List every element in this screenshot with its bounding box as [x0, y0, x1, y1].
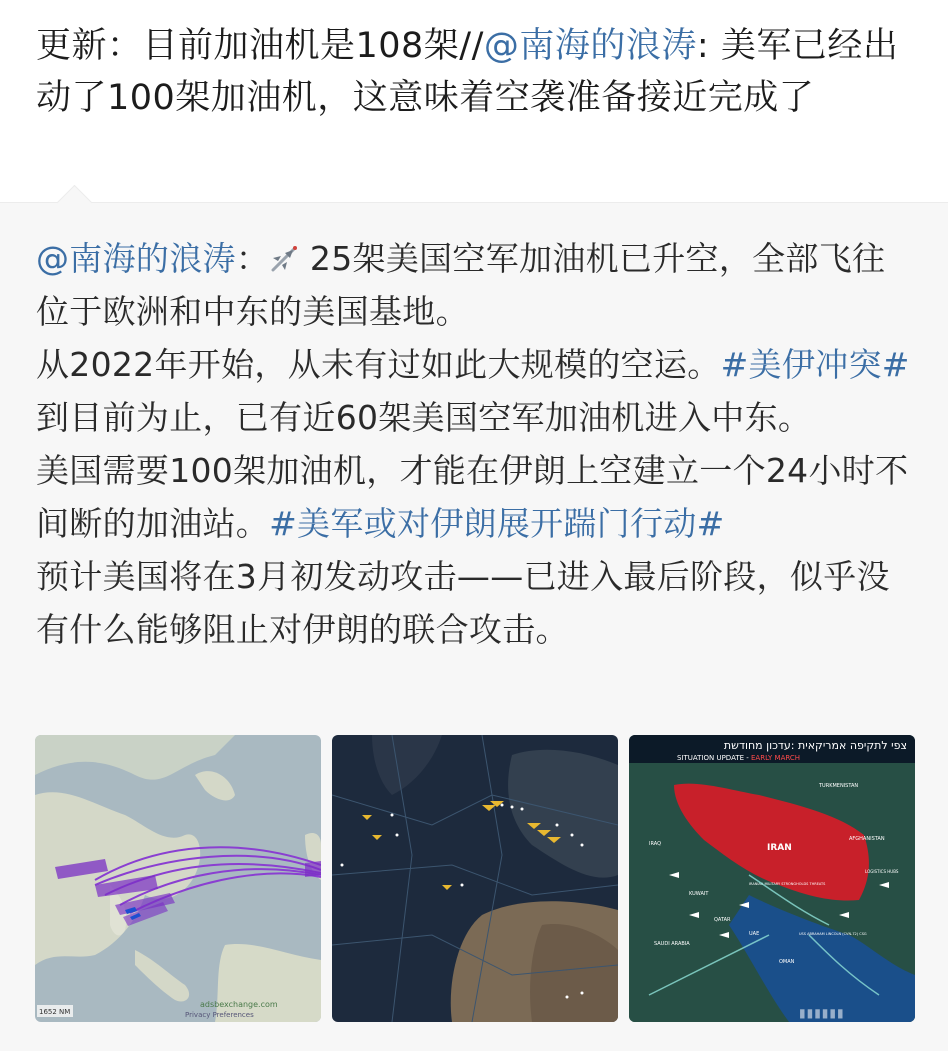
quoted-post-text: [36, 232, 916, 656]
map-header: צפי לתקיפה אמריקאית :עדכון מחודשת: [723, 739, 907, 752]
hashtag-us-iran-action[interactable]: #美军或对伊朗展开踹门行动#: [269, 504, 725, 543]
map-subheader: SITUATION UPDATE - EARLY MARCH: [677, 754, 801, 762]
post-prefix: 更新：目前加油机是108架//: [36, 26, 484, 66]
map-privacy-link: Privacy Preferences: [185, 1011, 254, 1019]
image-gallery: [35, 735, 915, 1022]
iran-situation-map-image[interactable]: [629, 735, 915, 1022]
dark-flight-map-image[interactable]: [332, 735, 618, 1022]
quote-line-2: 从2022年开始，从未有过如此大规模的空运。: [36, 345, 721, 384]
map-label-saudi: SAUDI ARABIA: [654, 941, 690, 947]
map-label-oman: OMAN: [779, 959, 795, 965]
map-label-qatar: QATAR: [714, 917, 731, 923]
quote-line-3: 到目前为止，已有近60架美国空军加油机进入中东。: [36, 398, 812, 437]
hashtag-us-iran-conflict[interactable]: #美伊冲突#: [720, 345, 910, 384]
post-text: [36, 20, 916, 124]
quote-line-5: 预计美国将在3月初发动攻击——已进入最后阶段，似乎没有什么能够阻止对伊朗的联合攻击。: [36, 557, 890, 649]
map-label-afghanistan: AFGHANISTAN: [849, 836, 885, 842]
map-label-carrier: USS ABRAHAM LINCOLN (CVN-72) CSG: [799, 932, 867, 936]
quote-line-1: 25架美国空军加油机已升空，全部飞往位于欧洲和中东的美国基地。: [36, 239, 886, 331]
map-label-iran: IRAN: [767, 843, 792, 853]
map-label-iraq: IRAQ: [649, 841, 662, 847]
map-label-turkmenistan: TURKMENISTAN: [819, 783, 859, 789]
flight-map-image[interactable]: [35, 735, 321, 1022]
quote-mention-link[interactable]: @南海的浪涛: [36, 239, 236, 278]
map-label-uae: UAE: [749, 931, 760, 937]
map-label-logistics: LOGISTICS HUBS: [865, 869, 899, 874]
map-scale: 1652 NM: [39, 1008, 71, 1016]
map-label-threats: IRANIAN MILITARY STRONGHOLDS THREATS: [749, 882, 826, 886]
post-mention-link[interactable]: @南海的浪涛: [483, 26, 697, 66]
post-suffix: : 美军已经出动了100架加油机，这意味着空袭准备接近完成了: [36, 26, 899, 118]
svg-text:▮▮▮▮▮▮: ▮▮▮▮▮▮: [799, 1006, 845, 1020]
quote-line-4: 美国需要100架加油机，才能在伊朗上空建立一个24小时不间断的加油站。: [36, 451, 909, 543]
map-label-kuwait: KUWAIT: [689, 891, 709, 897]
map-credit: adsbexchange.com: [200, 1000, 278, 1009]
quote-separator: ：: [235, 239, 270, 278]
airplane-icon: [269, 244, 299, 274]
